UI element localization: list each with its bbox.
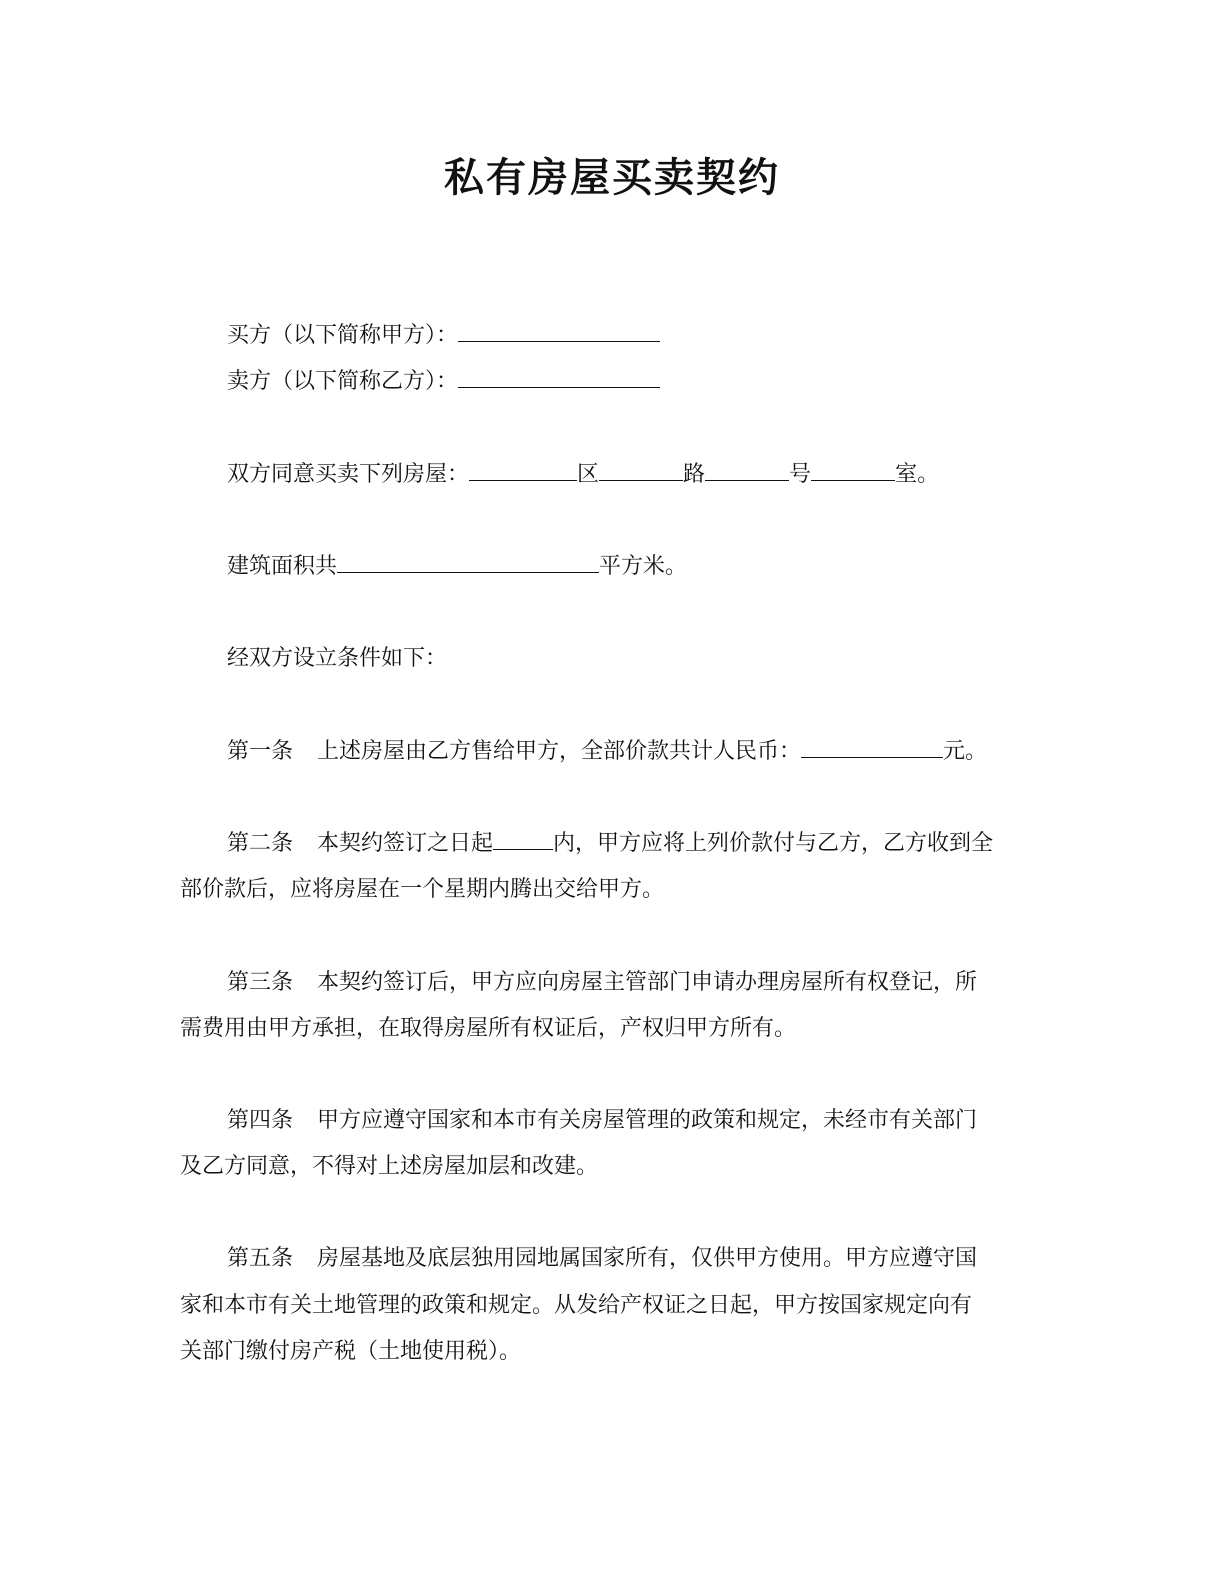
room-blank [811, 456, 895, 481]
article-5-text-1: 房屋基地及底层独用园地属国家所有，仅供甲方使用。甲方应遵守国 [317, 1246, 978, 1271]
article-4-line-2: 及乙方同意，不得对上述房屋加层和改建。 [180, 1154, 599, 1179]
buyer-label: 买方（以下简称甲方）： [227, 323, 459, 348]
number-label: 号 [789, 462, 812, 487]
price-blank [801, 733, 943, 758]
article-3-heading: 第三条 [227, 970, 294, 995]
number-blank [705, 456, 789, 481]
area-prefix: 建筑面积共 [227, 554, 338, 579]
article-1 [180, 729, 1087, 775]
district-blank [469, 456, 577, 481]
area-blank [337, 548, 599, 573]
buyer-line [180, 313, 1087, 359]
article-4-heading: 第四条 [227, 1108, 294, 1133]
article-5-line-2: 家和本市有关土地管理的政策和规定。从发给产权证之日起，甲方按国家规定向有 [180, 1293, 973, 1318]
article-5-heading: 第五条 [227, 1246, 294, 1271]
article-4-text-1: 甲方应遵守国家和本市有关房屋管理的政策和规定，未经市有关部门 [317, 1108, 978, 1133]
seller-name-blank [458, 363, 660, 388]
article-1-suffix: 元。 [943, 739, 988, 764]
buyer-name-blank [458, 317, 660, 342]
payment-period-blank [493, 825, 553, 850]
article-3-line-1 [180, 960, 1087, 1006]
document-title: 私有房屋买卖契约 [444, 155, 780, 201]
article-1-text: 上述房屋由乙方售给甲方，全部价款共计人民币： [317, 739, 802, 764]
article-5-line-3: 关部门缴付房产税（土地使用税）。 [180, 1339, 522, 1364]
article-1-heading: 第一条 [227, 739, 294, 764]
room-label: 室。 [895, 462, 940, 487]
article-2-heading: 第二条 [227, 831, 294, 856]
article-3-line-2: 需费用由甲方承担，在取得房屋所有权证后，产权归甲方所有。 [180, 1016, 797, 1041]
article-3-text-1: 本契约签订后，甲方应向房屋主管部门申请办理房屋所有权登记，所 [317, 970, 978, 995]
district-label: 区 [577, 462, 600, 487]
article-4-line-1 [180, 1098, 1087, 1144]
article-2-text-after: 内，甲方应将上列价款付与乙方，乙方收到全 [553, 831, 994, 856]
conditions-intro: 经双方设立条件如下： [227, 646, 448, 671]
article-5-line-1 [180, 1236, 1087, 1282]
article-2-line-2: 部价款后，应将房屋在一个星期内腾出交给甲方。 [180, 877, 665, 902]
seller-line [180, 359, 1087, 405]
area-suffix: 平方米。 [599, 554, 688, 579]
property-address-line [180, 452, 1087, 498]
area-line [180, 544, 1087, 590]
road-label: 路 [683, 462, 706, 487]
property-intro: 双方同意买卖下列房屋： [227, 462, 470, 487]
article-2-line-1 [180, 821, 1087, 867]
article-2-text-before: 本契约签订之日起 [317, 831, 494, 856]
road-blank [599, 456, 683, 481]
seller-label: 卖方（以下简称乙方）： [227, 369, 459, 394]
